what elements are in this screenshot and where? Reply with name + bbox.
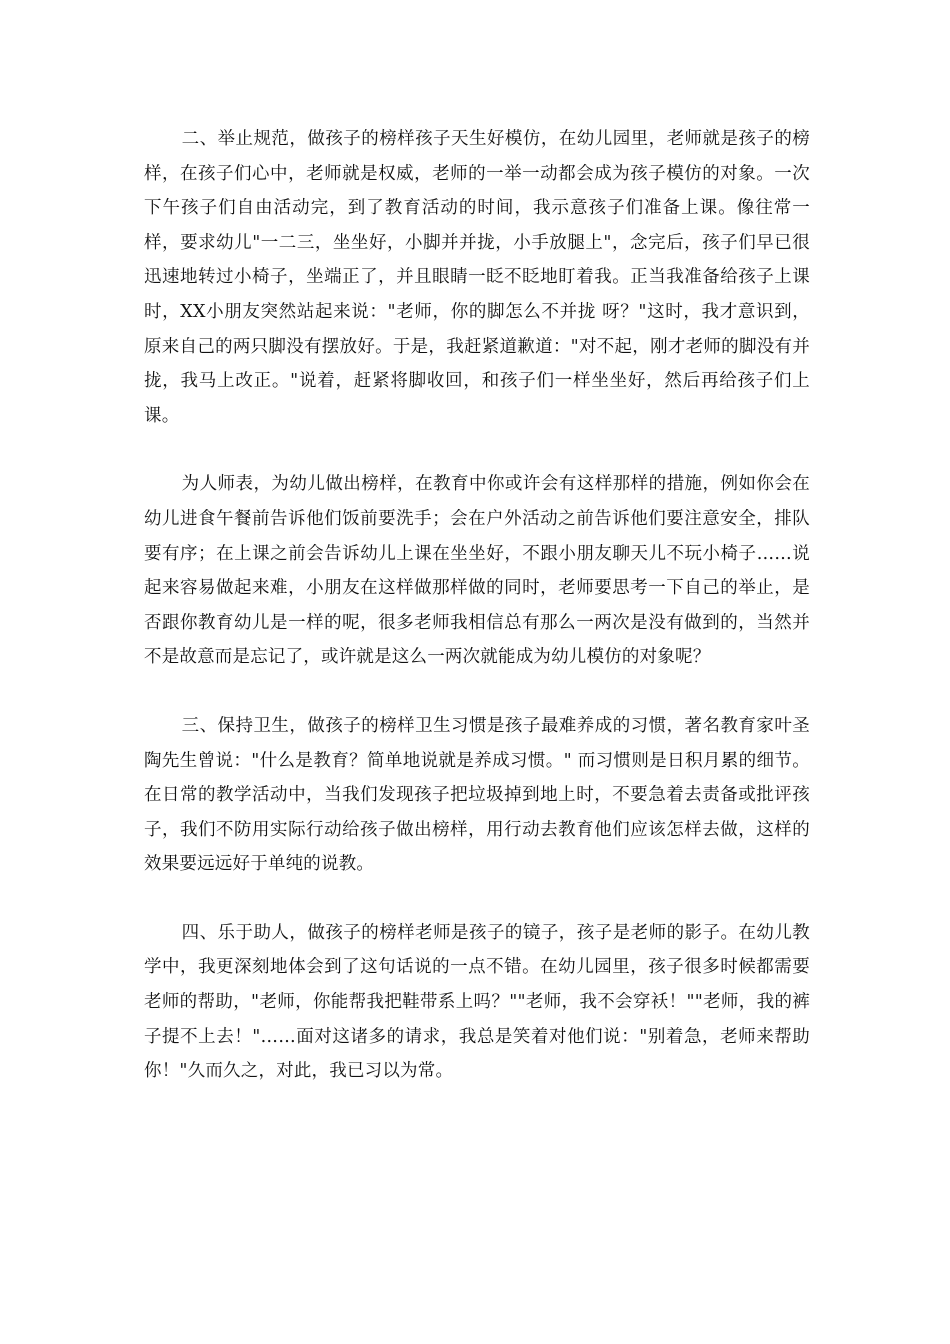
paragraph-behavior-model: 二、举止规范，做孩子的榜样孩子天生好模仿，在幼儿园里，老师就是孩子的榜样，在孩子们心中，老师就是权威，老师的一举一动都会成为孩子模仿的对象。一次下午孩子们自由活动完，到了教育活动的时间，我示意孩子们准备上课。像往常一样，要求幼儿"一二三，坐坐好，小脚并并拢，小手放腿上"，念完后，孩子们早已很迅速地转过小椅子，坐端正了，并且眼睛一眨不眨地盯着我。正当我准备给孩子上课时，XX小朋友突然站起来说："老师，你的脚怎么不并拢 呀？"这时，我才意识到，原来自己的两只脚没有摆放好。于是，我赶紧道歉道："对不起，刚才老师的脚没有并拢，我马上改正。"说着，赶紧将脚收回，和孩子们一样坐坐好，然后再给孩子们上课。 <box>144 129 810 426</box>
paragraph-teacher-example: 为人师表，为幼儿做出榜样，在教育中你或许会有这样那样的措施，例如你会在幼儿进食午餐前告诉他们饭前要洗手；会在户外活动之前告诉他们要注意安全，排队要有序；在上课之前会告诉幼儿上课在坐坐好，不跟小朋友聊天儿不玩小椅子……说起来容易做起来难，小朋友在这样做那样做的同时，老师要思考一下自己的举止，是否跟你教育幼儿是一样的呢，很多老师我相信总有那么一两次是没有做到的，当然并不是故意而是忘记了，或许就是这么一两次就能成为幼儿模仿的对象呢？ <box>144 474 810 668</box>
paragraph-hygiene-model: 三、保持卫生，做孩子的榜样卫生习惯是孩子最难养成的习惯，著名教育家叶圣陶先生曾说："什么是教育？简单地说就是养成习惯。" 而习惯则是日积月累的细节。在日常的教学活动中，当我们发现孩子把垃圾掉到地上时，不要急着去责备或批评孩子，我们不防用实际行动给孩子做出榜样，用行动去教育他们应该怎样去做，这样的效果要远远好于单纯的说教。 <box>144 715 810 875</box>
paragraph-helping-model: 四、乐于助人，做孩子的榜样老师是孩子的镜子，孩子是老师的影子。在幼儿教学中，我更深刻地体会到了这句话说的一点不错。在幼儿园里，孩子很多时候都需要老师的帮助，"老师，你能帮我把鞋带系上吗？""老师，我不会穿袄！""老师，我的裤子提不上去！"……面对这诸多的请求，我总是笑着对他们说："别着急，老师来帮助你！"久而久之，对此，我已习以为常。 <box>144 922 810 1082</box>
document-body <box>144 122 810 1123</box>
